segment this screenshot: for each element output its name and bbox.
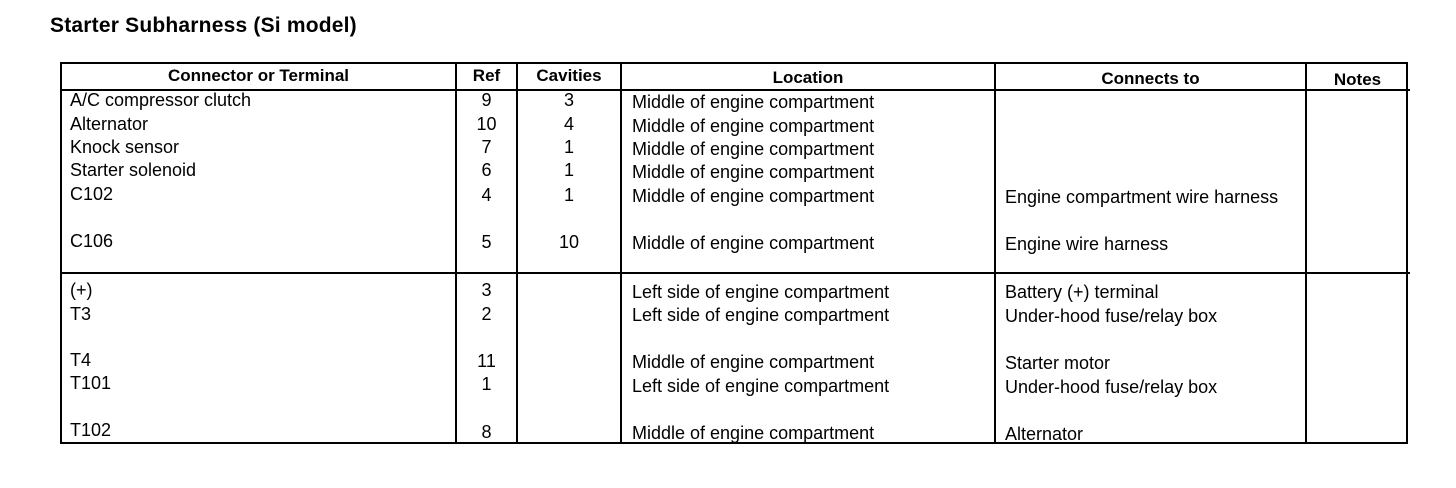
cell-cavities: 1 bbox=[563, 160, 574, 180]
cell-ref: 2 bbox=[481, 304, 492, 324]
cell-name: Knock sensor bbox=[70, 137, 180, 157]
cell-connects-to: Starter motor bbox=[1005, 353, 1111, 373]
cell-name: A/C compressor clutch bbox=[70, 90, 252, 110]
cell-ref: 4 bbox=[481, 185, 492, 205]
cell-cavities: 1 bbox=[563, 185, 574, 205]
cell-cavities: 3 bbox=[563, 90, 574, 110]
header-connects-to: Connects to bbox=[1101, 69, 1200, 88]
cell-cavities: 10 bbox=[558, 232, 580, 252]
cell-location: Left side of engine compartment bbox=[632, 376, 890, 396]
header-connector: Connector or Terminal bbox=[167, 66, 350, 85]
cell-cavities: 4 bbox=[563, 114, 574, 134]
cell-ref: 5 bbox=[481, 232, 492, 252]
cell-ref: 7 bbox=[481, 137, 492, 157]
cell-ref: 1 bbox=[481, 374, 492, 394]
cell-name: T102 bbox=[70, 420, 112, 440]
cell-connects-to: Alternator bbox=[1005, 424, 1084, 444]
header-notes: Notes bbox=[1333, 70, 1382, 89]
column-divider bbox=[994, 62, 996, 444]
header-ref: Ref bbox=[472, 66, 501, 85]
cell-name: T3 bbox=[70, 304, 92, 324]
cell-connects-to: Under-hood fuse/relay box bbox=[1005, 377, 1218, 397]
header-cavities: Cavities bbox=[536, 66, 602, 85]
section-divider bbox=[60, 272, 1410, 274]
cell-ref: 3 bbox=[481, 280, 492, 300]
cell-ref: 8 bbox=[481, 422, 492, 442]
cell-connects-to: Engine wire harness bbox=[1005, 234, 1169, 254]
cell-cavities: 1 bbox=[563, 137, 574, 157]
cell-name: (+) bbox=[70, 280, 93, 300]
cell-name: T4 bbox=[70, 350, 92, 370]
cell-ref: 10 bbox=[476, 114, 497, 134]
cell-location: Middle of engine compartment bbox=[632, 139, 875, 159]
cell-location: Left side of engine compartment bbox=[632, 282, 890, 302]
column-divider bbox=[1305, 62, 1307, 444]
cell-ref: 11 bbox=[477, 351, 496, 371]
cell-ref: 9 bbox=[481, 90, 492, 110]
cell-ref: 6 bbox=[481, 160, 492, 180]
cell-location: Middle of engine compartment bbox=[632, 233, 875, 253]
cell-connects-to: Engine compartment wire harness bbox=[1005, 187, 1279, 207]
header-location: Location bbox=[772, 68, 844, 87]
cell-connects-to: Battery (+) terminal bbox=[1005, 282, 1159, 302]
page-title: Starter Subharness (Si model) bbox=[50, 14, 357, 37]
cell-name: Starter solenoid bbox=[70, 160, 197, 180]
cell-location: Middle of engine compartment bbox=[632, 423, 875, 443]
cell-location: Middle of engine compartment bbox=[632, 352, 875, 372]
cell-connects-to: Under-hood fuse/relay box bbox=[1005, 306, 1218, 326]
column-divider bbox=[620, 62, 622, 444]
cell-location: Middle of engine compartment bbox=[632, 162, 875, 182]
cell-name: T101 bbox=[70, 373, 112, 393]
cell-name: C106 bbox=[70, 231, 114, 251]
cell-name: C102 bbox=[70, 184, 114, 204]
cell-name: Alternator bbox=[70, 114, 149, 134]
cell-location: Middle of engine compartment bbox=[632, 116, 875, 136]
cell-location: Left side of engine compartment bbox=[632, 305, 890, 325]
cell-location: Middle of engine compartment bbox=[632, 92, 875, 112]
cell-location: Middle of engine compartment bbox=[632, 186, 875, 206]
